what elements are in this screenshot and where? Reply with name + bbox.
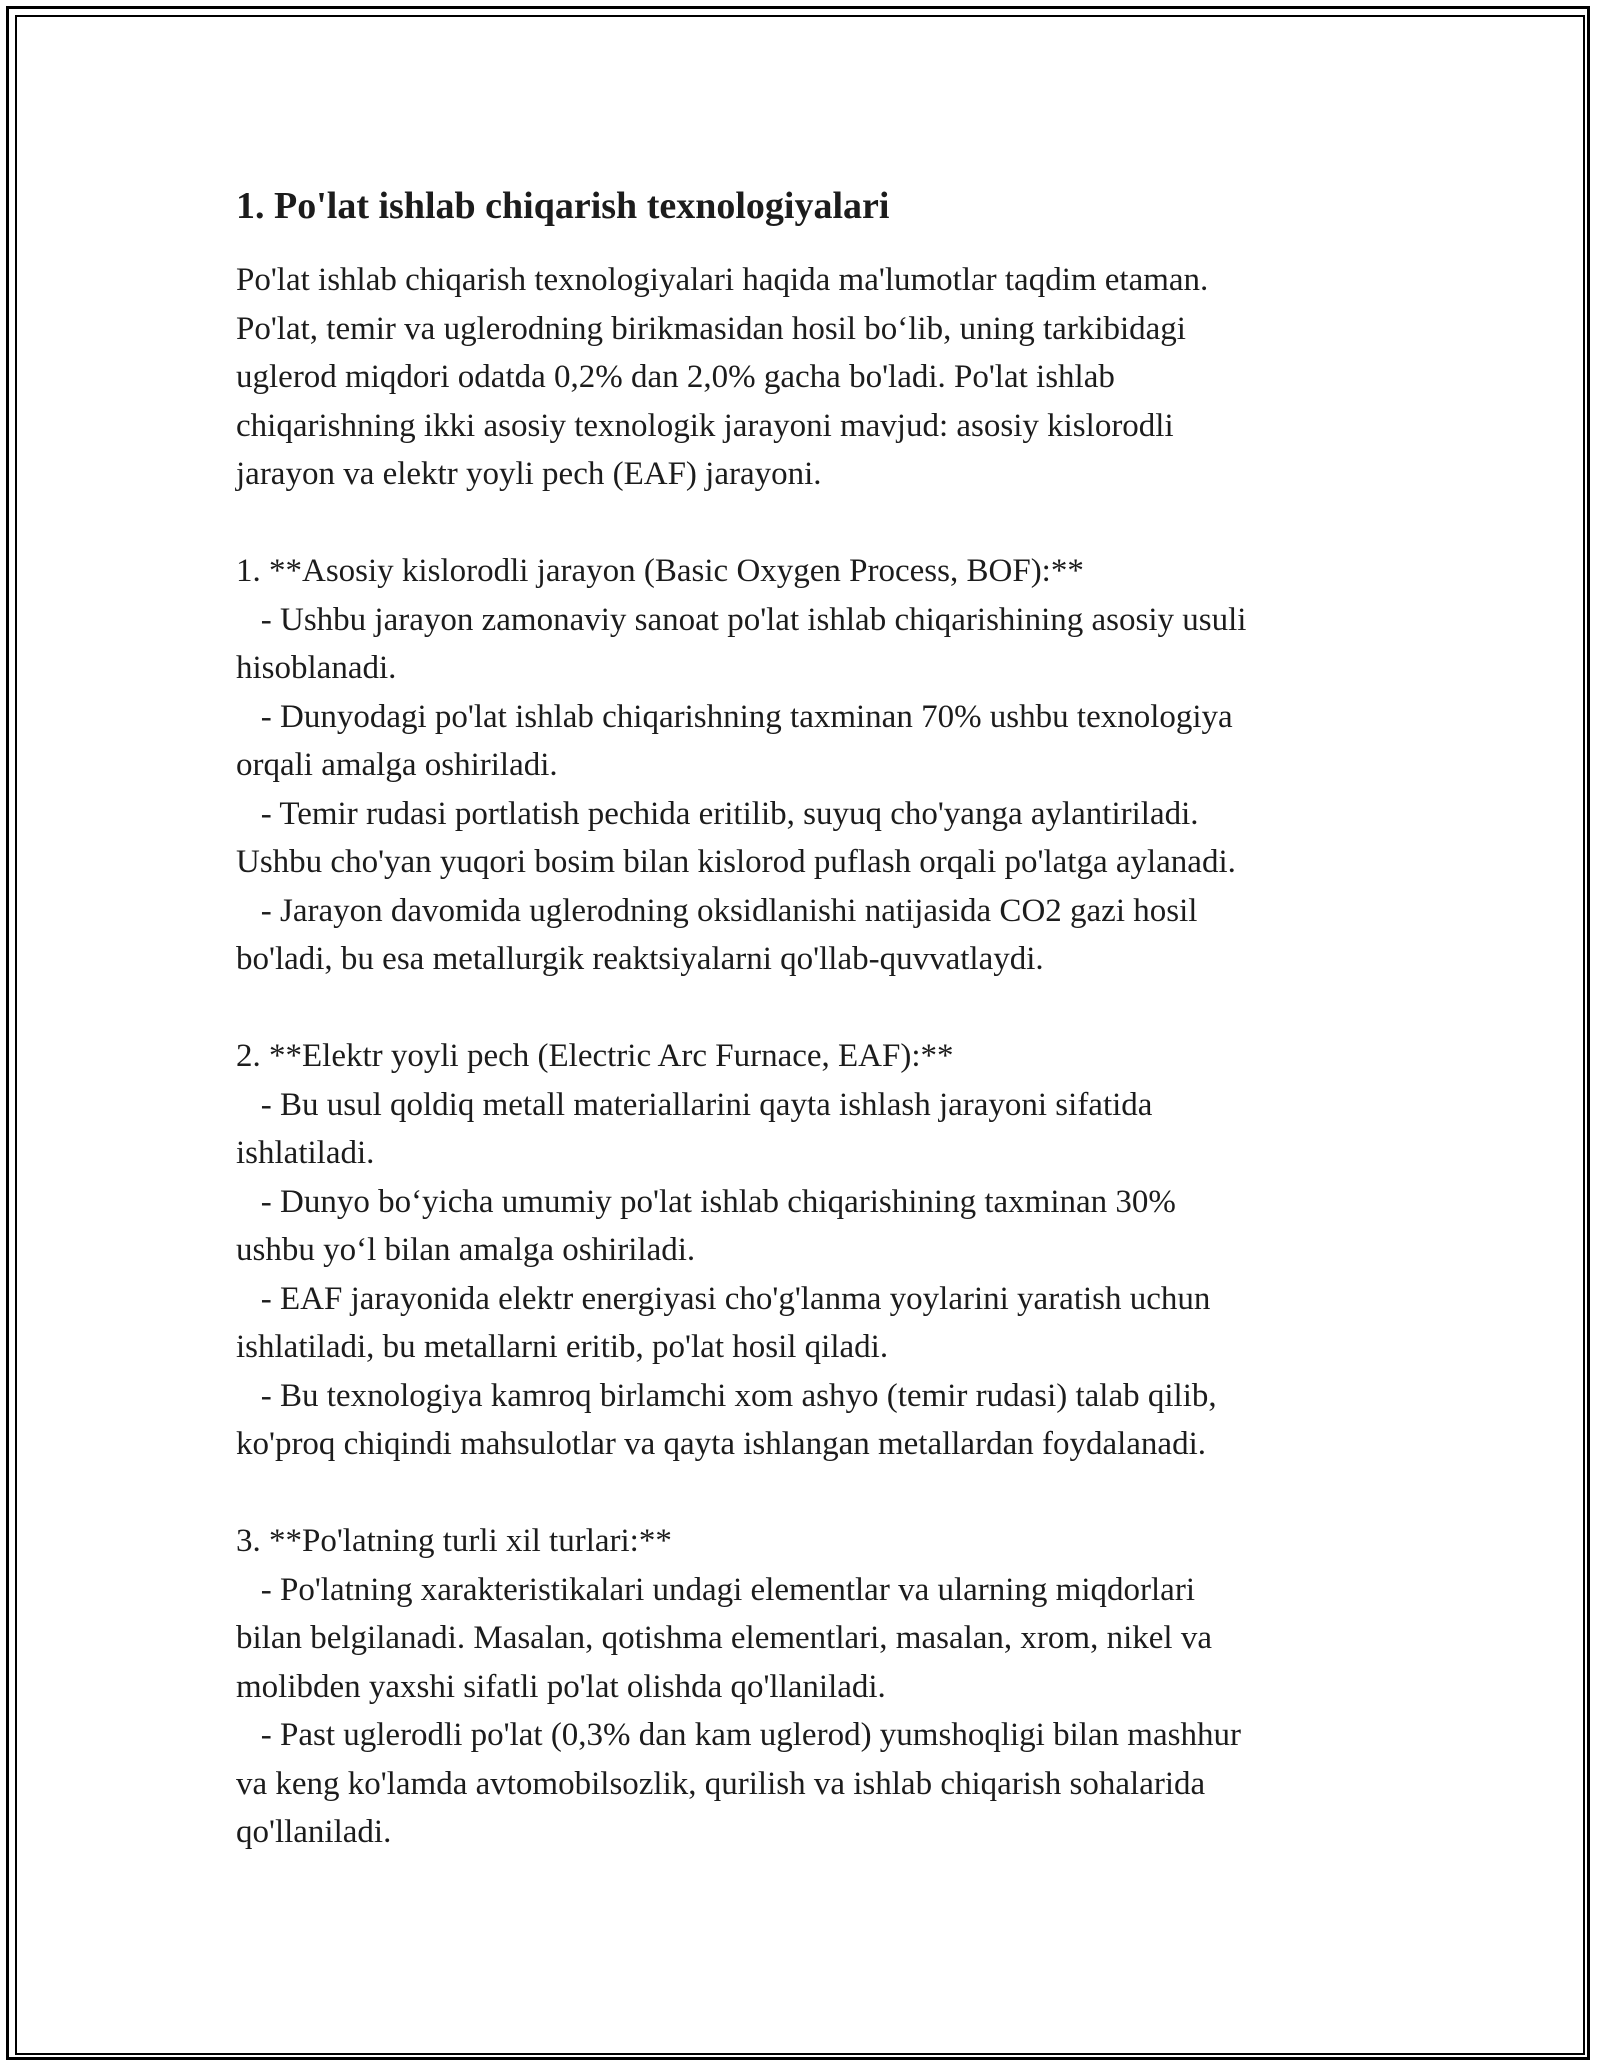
text-line: - Ushbu jarayon zamonaviy sanoat po'lat ishlab chiqarishining asosiy usuli bbox=[236, 601, 1247, 638]
text-line: - Po'latning xarakteristikalari undagi elementlar va ularning miqdorlari bbox=[236, 1571, 1195, 1608]
page-title: 1. Po'lat ishlab chiqarish texnologiyalari bbox=[236, 185, 890, 227]
section-heading: 3. **Po'latning turli xil turlari:** bbox=[236, 1523, 672, 1559]
text-line: - Temir rudasi portlatish pechida eritilib, suyuq cho'yanga aylantiriladi. bbox=[236, 795, 1199, 832]
section-bof bbox=[236, 547, 1416, 984]
section-eaf bbox=[236, 1032, 1416, 1469]
text-line: ishlatiladi. bbox=[236, 1135, 375, 1171]
text-line: - Bu texnologiya kamroq birlamchi xom ashyo (temir rudasi) talab qilib, bbox=[236, 1377, 1217, 1414]
intro-paragraph bbox=[236, 256, 1416, 499]
section-heading: 1. **Asosiy kislorodli jarayon (Basic Oxygen Process, BOF):** bbox=[236, 553, 1084, 589]
text-line: ushbu yo‘l bilan amalga oshiriladi. bbox=[236, 1232, 696, 1268]
text-line: molibden yaxshi sifatli po'lat olishda qo'llaniladi. bbox=[236, 1668, 886, 1705]
text-line: Po'lat, temir va uglerodning birikmasidan hosil bo‘lib, uning tarkibidagi bbox=[236, 310, 1186, 347]
text-line: hisoblanadi. bbox=[236, 650, 397, 686]
text-line: bilan belgilanadi. Masalan, qotishma elementlari, masalan, xrom, nikel va bbox=[236, 1620, 1212, 1656]
text-line: ishlatiladi, bu metallarni eritib, po'lat hosil qiladi. bbox=[236, 1329, 889, 1365]
text-line: bo'ladi, bu esa metallurgik reaktsiyalarni qo'llab-quvvatlaydi. bbox=[236, 941, 1044, 977]
text-line: - EAF jarayonida elektr energiyasi cho'g'lanma yoylarini yaratish uchun bbox=[236, 1280, 1211, 1317]
text-line: - Jarayon davomida uglerodning oksidlanishi natijasida CO2 gazi hosil bbox=[236, 892, 1198, 929]
text-line: - Dunyo bo‘yicha umumiy po'lat ishlab chiqarishining taxminan 30% bbox=[236, 1183, 1176, 1220]
document-page bbox=[236, 182, 1416, 1857]
text-line: Po'lat ishlab chiqarish texnologiyalari haqida ma'lumotlar taqdim etaman. bbox=[236, 262, 1209, 298]
text-line: - Past uglerodli po'lat (0,3% dan kam uglerod) yumshoqligi bilan mashhur bbox=[236, 1717, 1241, 1753]
text-line: ko'proq chiqindi mahsulotlar va qayta ishlangan metallardan foydalanadi. bbox=[236, 1426, 1206, 1462]
text-line: chiqarishning ikki asosiy texnologik jarayoni mavjud: asosiy kislorodli bbox=[236, 407, 1174, 444]
text-line: uglerod miqdori odatda 0,2% dan 2,0% gacha bo'ladi. Po'lat ishlab bbox=[236, 359, 1115, 395]
text-line: va keng ko'lamda avtomobilsozlik, qurilish va ishlab chiqarish sohalarida bbox=[236, 1765, 1206, 1802]
text-line: Ushbu cho'yan yuqori bosim bilan kislorod puflash orqali po'latga aylanadi. bbox=[236, 844, 1236, 880]
text-line: - Bu usul qoldiq metall materiallarini qayta ishlash jarayoni sifatida bbox=[236, 1086, 1153, 1123]
section-heading: 2. **Elektr yoyli pech (Electric Arc Furnace, EAF):** bbox=[236, 1038, 954, 1074]
text-line: jarayon va elektr yoyli pech (EAF) jarayoni. bbox=[236, 456, 822, 492]
section-steel-types bbox=[236, 1517, 1416, 1857]
text-line: - Dunyodagi po'lat ishlab chiqarishning taxminan 70% ushbu texnologiya bbox=[236, 698, 1233, 735]
text-line: qo'llaniladi. bbox=[236, 1814, 392, 1850]
text-line: orqali amalga oshiriladi. bbox=[236, 747, 558, 783]
